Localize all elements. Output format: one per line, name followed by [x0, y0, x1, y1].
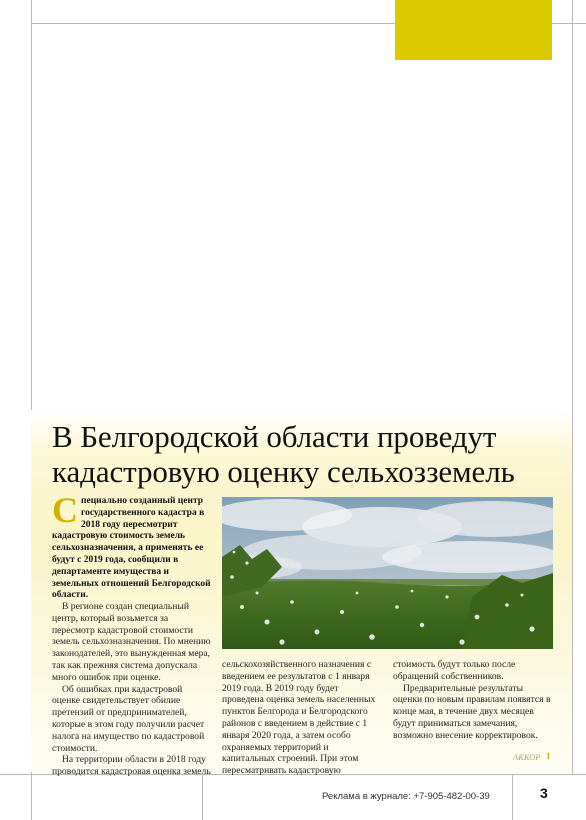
- frame-right-line: [572, 0, 573, 775]
- paragraph: стоимость будут только после обращений собственников.: [393, 659, 516, 682]
- source-label: АККОР: [513, 752, 541, 762]
- page-number: 3: [540, 785, 548, 801]
- buckwheat-field-photo: [222, 497, 553, 649]
- frame-top-line: [31, 23, 395, 24]
- text-column-3: [393, 659, 554, 742]
- drop-cap: С: [52, 490, 78, 530]
- paragraph: сельскохозяйственного назначения с введением ее результатов с 1 января 2019 года. В 2019 году будет проведена оценка земель населенных пунктов Белгорода и Белгородского районов с введением в действие с 1 января 2020 года, а затем особо охраняемых территорий и капитальных строений. При этом пересматривать кадастровую: [222, 659, 376, 777]
- text-column-2: [222, 659, 382, 777]
- footer-divider-left: [202, 775, 203, 820]
- article-lead: [52, 490, 212, 602]
- headline-line-1: В Белгородской области проведут: [52, 419, 497, 454]
- headline-line-2: кадастровую оценку сельхозземель: [52, 454, 515, 489]
- paragraph: На территории области в 2018 году проводится кадастровая оценка земель: [52, 754, 211, 778]
- yellow-corner-tab: [395, 0, 552, 60]
- lead-text: пециально созданный центр государственного кадастра в 2018 году пересмотрит кадастровую стоимость земель сельхозназначения, а применять ее будут с 2019 года, сообщили в департаменте имущества и земельных отношений Белгородской области.: [52, 496, 211, 601]
- text-column-1: [52, 601, 212, 778]
- paragraph: Об ошибках при кадастровой оценке свидетельствует обилие претензий от предпринимателей, которые в этом году получили расчет налога на имущество по кадастровой стоимости.: [52, 683, 205, 754]
- paragraph: В регионе создан специальный центр, который возьмется за пересмотр кадастровой стоимости земель сельхозназначения. По мнению законодателей, это вынужденная мера, так как прежняя система допускала много ошибок при оценке.: [52, 601, 211, 683]
- footer-ad-text: Реклама в журнале: +7-905-482-00-39: [322, 791, 490, 802]
- paragraph: Предварительные результаты оценки по новым правилам появятся в конце мая, в течение двух месяцев будут приниматься замечания, возможно внесение корректировок.: [393, 682, 551, 741]
- source-number: 1: [546, 751, 551, 761]
- footer-divider-right: [512, 775, 513, 820]
- article-headline: [52, 419, 562, 489]
- frame-top-line-right: [552, 23, 586, 24]
